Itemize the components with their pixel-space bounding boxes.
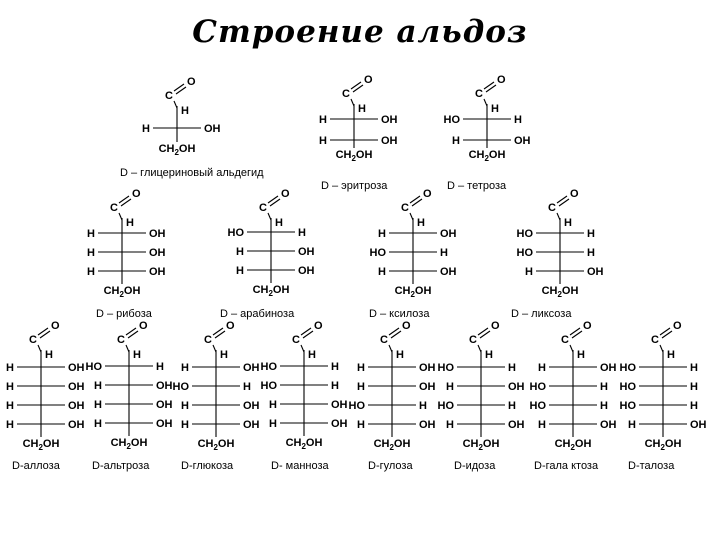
left-substituent: H xyxy=(181,400,189,412)
right-substituent: OH xyxy=(149,228,166,240)
right-substituent: OH xyxy=(508,381,525,393)
molecule-altrose xyxy=(86,320,173,472)
left-substituent: HO xyxy=(260,361,277,373)
ch2oh-label: $CH_2OH$ xyxy=(197,438,235,452)
right-substituent: OH xyxy=(690,419,707,431)
carbon-label: C xyxy=(651,334,659,346)
right-substituent: OH xyxy=(243,362,260,374)
ch2oh-label: $CH_2OH$ xyxy=(462,438,500,452)
left-substituent: H xyxy=(357,419,365,431)
molecule-lyxose xyxy=(511,188,604,320)
right-substituent: OH xyxy=(68,419,85,431)
right-substituent: H xyxy=(600,400,608,412)
right-substituent: OH xyxy=(381,135,398,147)
molecule-ribose xyxy=(87,188,166,320)
left-substituent: H xyxy=(357,381,365,393)
left-substituent: H xyxy=(94,399,102,411)
ch2oh-label: $CH_2OH$ xyxy=(554,438,592,452)
oxygen-label: O xyxy=(187,76,196,88)
ch2oh-label: $CH_2OH$ xyxy=(335,149,373,163)
left-substituent: HO xyxy=(227,227,244,239)
oxygen-label: O xyxy=(281,188,290,200)
right-substituent: OH xyxy=(149,247,166,259)
aldehyde-h-label: H xyxy=(181,105,189,117)
right-substituent: H xyxy=(587,228,595,240)
molecule-name: D – ксилоза xyxy=(369,308,430,320)
left-substituent: H xyxy=(378,228,386,240)
carbon-label: C xyxy=(292,334,300,346)
molecule-name: D-аллоза xyxy=(12,460,60,472)
left-substituent: HO xyxy=(369,247,386,259)
molecule-name: D-глюкоза xyxy=(181,460,234,472)
right-substituent: H xyxy=(156,361,164,373)
right-substituent: H xyxy=(690,381,698,393)
left-substituent: H xyxy=(628,419,636,431)
molecule-name: D-альтроза xyxy=(92,460,150,472)
left-substituent: H xyxy=(525,266,533,278)
left-substituent: H xyxy=(142,123,150,135)
left-substituent: H xyxy=(452,135,460,147)
molecule-erythrose xyxy=(319,74,398,192)
left-substituent: H xyxy=(319,114,327,126)
oxygen-label: O xyxy=(226,320,235,332)
aldehyde-h-label: H xyxy=(126,217,134,229)
molecule-threose xyxy=(444,74,531,192)
left-substituent: H xyxy=(94,418,102,430)
ch2oh-label: $CH_2OH$ xyxy=(541,285,579,299)
oxygen-label: O xyxy=(314,320,323,332)
oxygen-label: O xyxy=(402,320,411,332)
ch2oh-label: $CH_2OH$ xyxy=(110,437,148,451)
molecule-gulose xyxy=(349,320,436,472)
aldehyde-h-label: H xyxy=(491,103,499,115)
left-substituent: HO xyxy=(437,400,454,412)
aldehyde-h-label: H xyxy=(396,349,404,361)
molecule-name: D – рибоза xyxy=(96,308,152,320)
oxygen-label: O xyxy=(583,320,592,332)
right-substituent: OH xyxy=(600,362,617,374)
aldehyde-h-label: H xyxy=(667,349,675,361)
oxygen-label: O xyxy=(491,320,500,332)
ch2oh-label: $CH_2OH$ xyxy=(285,437,323,451)
right-substituent: OH xyxy=(156,380,173,392)
right-substituent: OH xyxy=(587,266,604,278)
right-substituent: OH xyxy=(331,399,348,411)
molecule-xylose xyxy=(369,188,457,320)
right-substituent: OH xyxy=(243,400,260,412)
left-substituent: HO xyxy=(443,114,460,126)
ch2oh-label: $CH_2OH$ xyxy=(103,285,141,299)
left-substituent: H xyxy=(181,362,189,374)
molecule-name: D-гала ктоза xyxy=(534,460,599,472)
left-substituent: HO xyxy=(619,400,636,412)
carbon-label: C xyxy=(475,88,483,100)
molecule-name: D-талоза xyxy=(628,460,675,472)
right-substituent: OH xyxy=(419,362,436,374)
left-substituent: HO xyxy=(619,381,636,393)
oxygen-label: O xyxy=(139,320,148,332)
molecule-name: D-гулоза xyxy=(368,460,413,472)
carbon-label: C xyxy=(548,202,556,214)
page-title: Строение альдоз xyxy=(192,14,528,50)
right-substituent: OH xyxy=(298,265,315,277)
left-substituent: H xyxy=(87,247,95,259)
right-substituent: H xyxy=(331,361,339,373)
molecule-mannose xyxy=(261,320,348,472)
molecule-arabinose xyxy=(220,188,315,320)
right-substituent: H xyxy=(508,362,516,374)
oxygen-label: O xyxy=(51,320,60,332)
left-substituent: H xyxy=(87,228,95,240)
left-substituent: H xyxy=(6,400,14,412)
carbon-label: C xyxy=(561,334,569,346)
ch2oh-label: $CH_2OH$ xyxy=(468,149,506,163)
aldehyde-h-label: H xyxy=(577,349,585,361)
carbon-label: C xyxy=(110,202,118,214)
left-substituent: H xyxy=(236,246,244,258)
right-substituent: OH xyxy=(419,381,436,393)
molecule-name: D – эритроза xyxy=(321,180,388,192)
left-substituent: H xyxy=(94,380,102,392)
left-substituent: H xyxy=(357,362,365,374)
carbon-label: C xyxy=(342,88,350,100)
oxygen-label: O xyxy=(673,320,682,332)
right-substituent: OH xyxy=(508,419,525,431)
carbon-label: C xyxy=(259,202,267,214)
carbon-label: C xyxy=(29,334,37,346)
right-substituent: H xyxy=(298,227,306,239)
molecule-name: D – ликсоза xyxy=(511,308,572,320)
right-substituent: OH xyxy=(68,400,85,412)
right-substituent: H xyxy=(587,247,595,259)
molecule-glyceraldehyde xyxy=(120,76,264,179)
aldehyde-h-label: H xyxy=(485,349,493,361)
aldehyde-h-label: H xyxy=(133,349,141,361)
aldehyde-h-label: H xyxy=(275,217,283,229)
molecule-name: D – глицериновый альдегид xyxy=(120,167,264,179)
oxygen-label: O xyxy=(132,188,141,200)
carbon-label: C xyxy=(165,90,173,102)
right-substituent: H xyxy=(508,400,516,412)
molecule-talose xyxy=(620,320,707,472)
right-substituent: OH xyxy=(298,246,315,258)
molecule-name: D- манноза xyxy=(271,460,329,472)
left-substituent: HO xyxy=(516,247,533,259)
molecule-glucose xyxy=(173,320,260,472)
left-substituent: HO xyxy=(85,361,102,373)
aldehyde-h-label: H xyxy=(358,103,366,115)
left-substituent: H xyxy=(87,266,95,278)
right-substituent: OH xyxy=(156,399,173,411)
left-substituent: H xyxy=(446,381,454,393)
left-substituent: H xyxy=(446,419,454,431)
right-substituent: H xyxy=(243,381,251,393)
left-substituent: HO xyxy=(437,362,454,374)
ch2oh-label: $CH_2OH$ xyxy=(373,438,411,452)
left-substituent: HO xyxy=(516,228,533,240)
right-substituent: H xyxy=(514,114,522,126)
left-substituent: HO xyxy=(260,380,277,392)
left-substituent: H xyxy=(319,135,327,147)
left-substituent: HO xyxy=(529,400,546,412)
right-substituent: H xyxy=(690,400,698,412)
right-substituent: OH xyxy=(514,135,531,147)
right-substituent: OH xyxy=(156,418,173,430)
left-substituent: HO xyxy=(529,381,546,393)
ch2oh-label: $CH_2OH$ xyxy=(22,438,60,452)
right-substituent: OH xyxy=(600,419,617,431)
ch2oh-label: $CH_2OH$ xyxy=(158,143,196,157)
molecule-idose xyxy=(438,320,525,472)
left-substituent: H xyxy=(6,362,14,374)
right-substituent: H xyxy=(440,247,448,259)
right-substituent: H xyxy=(690,362,698,374)
carbon-label: C xyxy=(380,334,388,346)
right-substituent: H xyxy=(419,400,427,412)
left-substituent: H xyxy=(538,419,546,431)
left-substituent: H xyxy=(236,265,244,277)
right-substituent: OH xyxy=(381,114,398,126)
left-substituent: HO xyxy=(172,381,189,393)
molecule-allose xyxy=(6,320,85,472)
left-substituent: H xyxy=(378,266,386,278)
right-substituent: OH xyxy=(68,381,85,393)
left-substituent: HO xyxy=(619,362,636,374)
ch2oh-label: $CH_2OH$ xyxy=(644,438,682,452)
right-substituent: OH xyxy=(68,362,85,374)
left-substituent: H xyxy=(181,419,189,431)
molecule-name: D – тетроза xyxy=(447,180,507,192)
left-substituent: H xyxy=(538,362,546,374)
oxygen-label: O xyxy=(497,74,506,86)
aldehyde-h-label: H xyxy=(45,349,53,361)
left-substituent: H xyxy=(6,419,14,431)
right-substituent: H xyxy=(600,381,608,393)
carbon-label: C xyxy=(117,334,125,346)
oxygen-label: O xyxy=(570,188,579,200)
right-substituent: OH xyxy=(440,228,457,240)
right-substituent: OH xyxy=(419,419,436,431)
molecule-galactose xyxy=(530,320,617,472)
right-substituent: OH xyxy=(149,266,166,278)
left-substituent: H xyxy=(6,381,14,393)
right-substituent: OH xyxy=(204,123,221,135)
aldehyde-h-label: H xyxy=(417,217,425,229)
aldehyde-h-label: H xyxy=(564,217,572,229)
ch2oh-label: $CH_2OH$ xyxy=(252,284,290,298)
right-substituent: OH xyxy=(440,266,457,278)
left-substituent: H xyxy=(269,399,277,411)
molecule-name: D – арабиноза xyxy=(220,308,295,320)
aldehyde-h-label: H xyxy=(308,349,316,361)
carbon-label: C xyxy=(204,334,212,346)
oxygen-label: O xyxy=(364,74,373,86)
right-substituent: H xyxy=(331,380,339,392)
ch2oh-label: $CH_2OH$ xyxy=(394,285,432,299)
carbon-label: C xyxy=(401,202,409,214)
left-substituent: H xyxy=(269,418,277,430)
right-substituent: OH xyxy=(243,419,260,431)
aldehyde-h-label: H xyxy=(220,349,228,361)
left-substituent: HO xyxy=(348,400,365,412)
carbon-label: C xyxy=(469,334,477,346)
oxygen-label: O xyxy=(423,188,432,200)
molecule-name: D-идоза xyxy=(454,460,496,472)
right-substituent: OH xyxy=(331,418,348,430)
